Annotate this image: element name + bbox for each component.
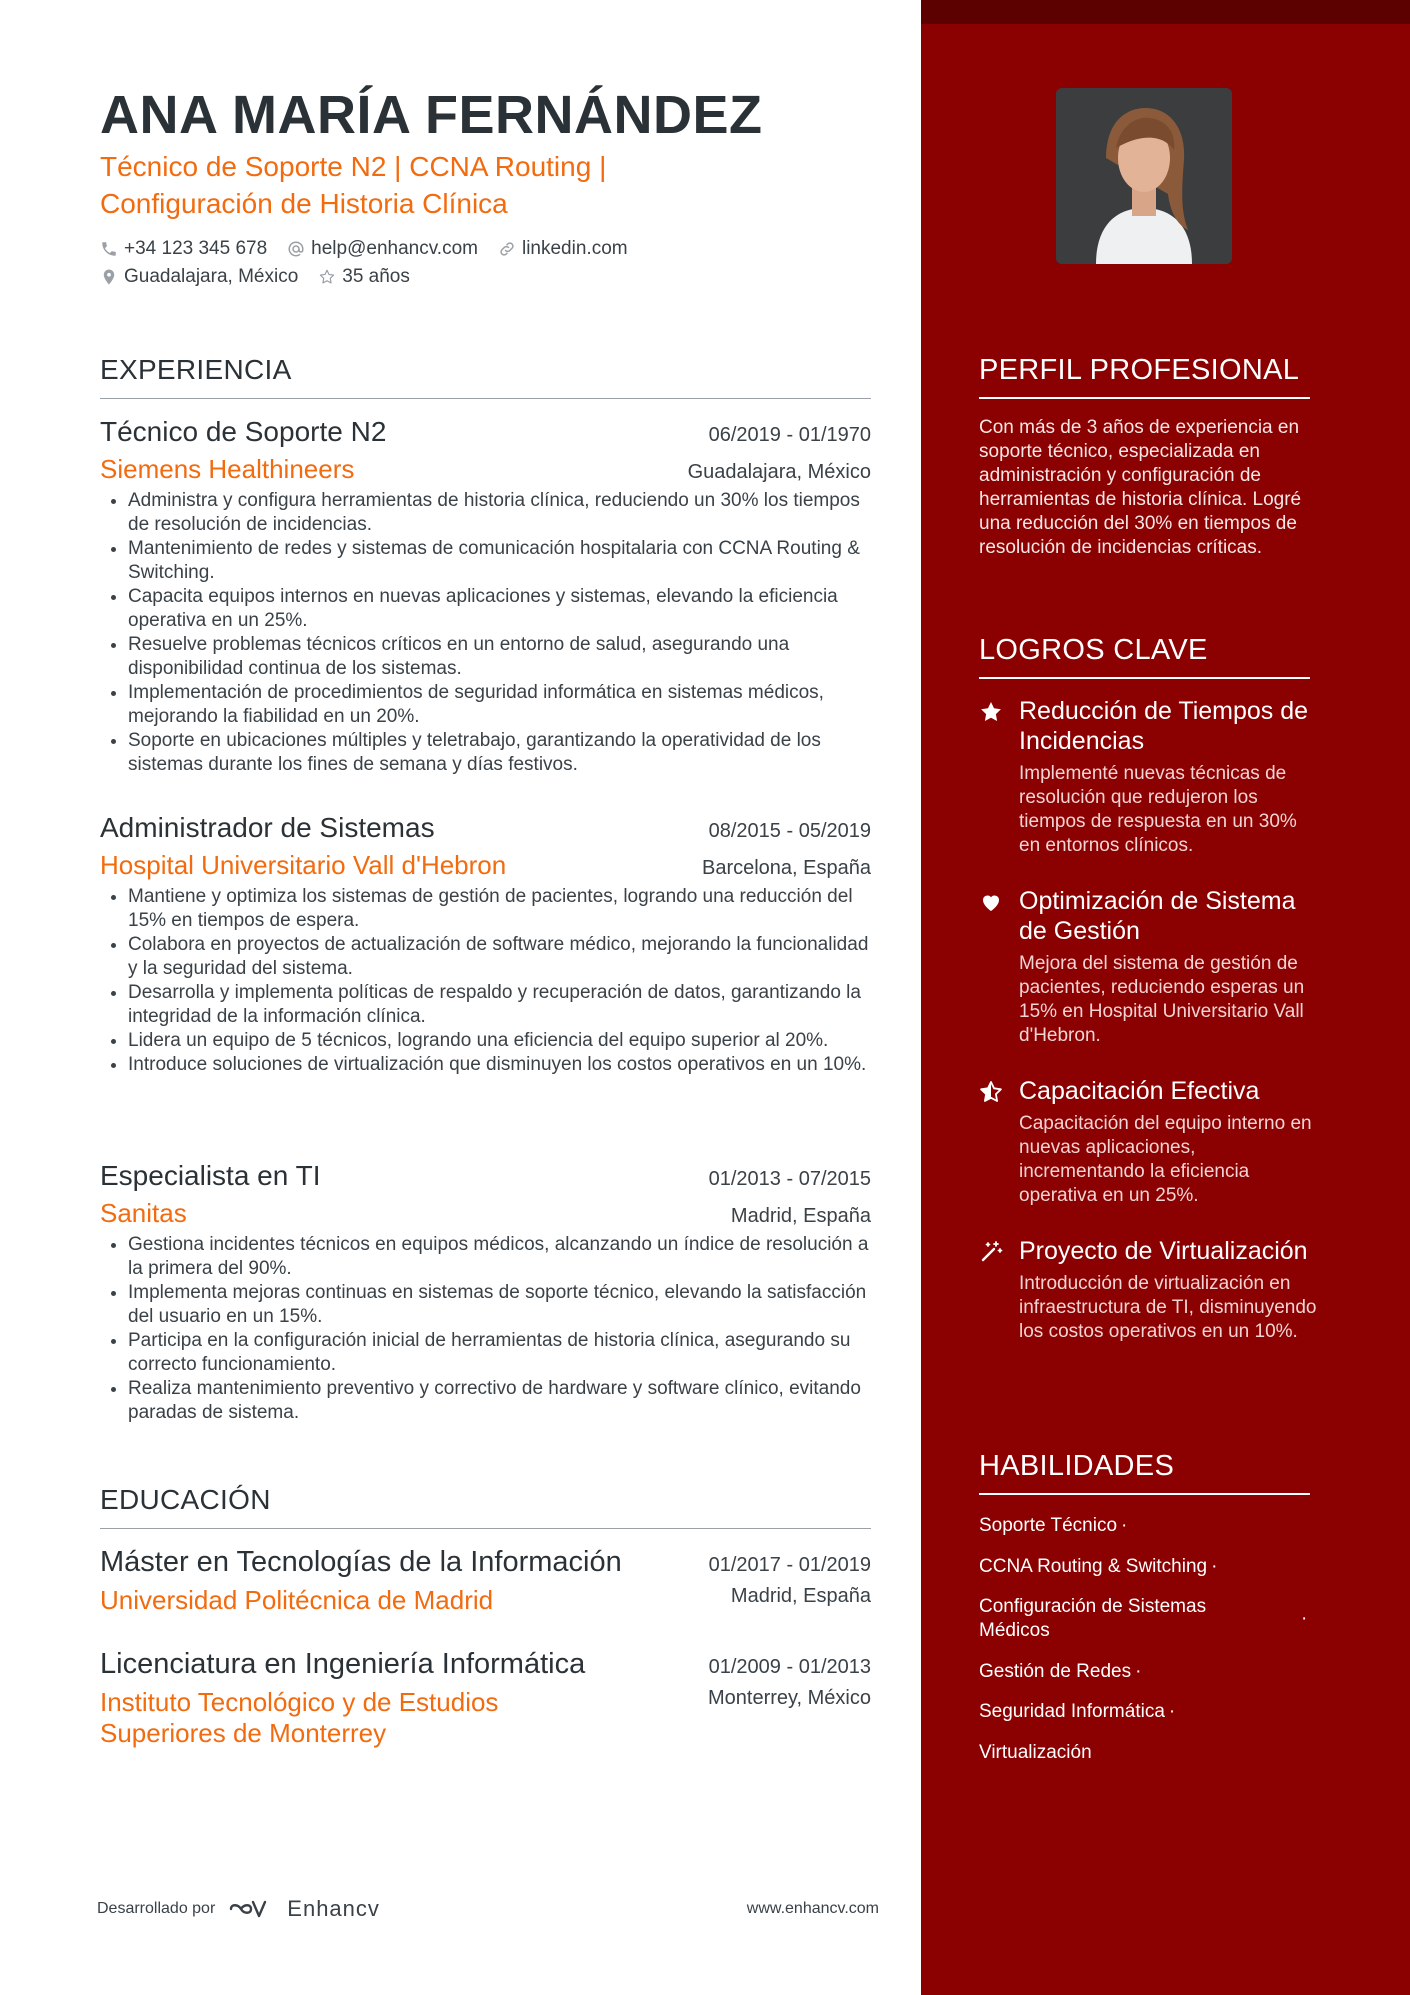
job-bullets: [100, 489, 871, 777]
bullet-item: • Introduce soluciones de virtualización que disminuyen los costos operativos en un 10%.: [128, 1053, 871, 1077]
skill-separator: ·: [1168, 1701, 1176, 1722]
magic-wand-icon: [979, 1240, 1003, 1264]
sidebar: [921, 0, 1410, 1995]
powered-by-text: Desarrollado por: [97, 1900, 216, 1917]
achievement-title: Proyecto de Virtualización: [1019, 1237, 1308, 1265]
sidebar-top-band: [921, 0, 1410, 24]
skill-label: Seguridad Informática: [979, 1701, 1165, 1722]
bullet-item: • Gestiona incidentes técnicos en equipos médicos, alcanzando un índice de resolución a la primera del 90%.: [128, 1233, 871, 1281]
achievement-item: [979, 1076, 1319, 1208]
job-role: Especialista en TI: [100, 1160, 321, 1191]
skill-label: CCNA Routing & Switching: [979, 1556, 1208, 1577]
skill-separator: ·: [1211, 1556, 1218, 1577]
achievements-section-title: LOGROS CLAVE: [979, 634, 1310, 679]
skills-section-title: HABILIDADES: [979, 1450, 1310, 1495]
bullet-item: • Colabora en proyectos de actualización de software médico, mejorando la funcionalidad y la seguridad del sistema.: [128, 933, 871, 981]
bullet-item: • Lidera un equipo de 5 técnicos, logrando una eficiencia del equipo superior al 20%.: [128, 1029, 871, 1053]
degree-title: Máster en Tecnologías de la Información: [100, 1546, 622, 1578]
school-name: [100, 1687, 498, 1749]
age-text: 35 años: [342, 266, 410, 287]
avatar: [1056, 88, 1232, 264]
star-outline-icon: [318, 268, 336, 286]
bullet-item: • Mantiene y optimiza los sistemas de gestión de pacientes, logrando una reducción del 15% en tiempos de espera.: [128, 885, 871, 933]
job-location: Guadalajara, México: [687, 461, 871, 483]
job-entry: [100, 416, 871, 777]
job-role: Técnico de Soporte N2: [100, 416, 387, 447]
bullet-item: • Realiza mantenimiento preventivo y correctivo de hardware y software clínico, evitando paradas de sistema.: [128, 1377, 871, 1425]
job-entry: [100, 812, 871, 1077]
email[interactable]: [287, 238, 478, 260]
skill-item: [979, 1700, 1319, 1724]
star-icon: [979, 700, 1003, 724]
degree-dates: 01/2009 - 01/2013: [708, 1656, 871, 1678]
contact-row-2: [100, 266, 410, 288]
degree-dates: 01/2017 - 01/2019: [708, 1554, 871, 1576]
contact-row-1: [100, 238, 628, 260]
degree-title: Licenciatura en Ingeniería Informática: [100, 1648, 586, 1680]
bullet-item: • Administra y configura herramientas de historia clínica, reduciendo un 30% los tiempos de resolución de incidencias.: [128, 489, 871, 537]
skill-item: [979, 1595, 1319, 1643]
school-name-line-1: Instituto Tecnológico y de Estudios: [100, 1687, 499, 1717]
education-section-title: EDUCACIÓN: [100, 1484, 871, 1529]
job-dates: 06/2019 - 01/1970: [708, 424, 871, 446]
headline-line-2: Configuración de Historia Clínica: [100, 188, 508, 219]
enhancv-logo-icon: [227, 1897, 275, 1921]
job-bullets: [100, 1233, 871, 1425]
phone-text: +34 123 345 678: [124, 238, 268, 259]
headline: [100, 148, 720, 222]
skill-item: [979, 1555, 1319, 1579]
achievement-description: Capacitación del equipo interno en nuevas aplicaciones, incrementando la eficiencia operativa en un 25%.: [1019, 1113, 1312, 1206]
profile-summary: Con más de 3 años de experiencia en soporte técnico, especializada en administración y configuración de herramientas de historia clínica. Logré una reducción del 30% en tiempos de resolución de incidencias críticas.: [979, 417, 1302, 558]
achievement-title: Capacitación Efectiva: [1019, 1077, 1260, 1105]
phone-icon: [100, 240, 118, 258]
achievement-item: [979, 1236, 1319, 1344]
job-location: Barcelona, España: [701, 857, 871, 879]
job-bullets: [100, 885, 871, 1077]
phone[interactable]: [100, 238, 267, 260]
bullet-item: • Capacita equipos internos en nuevas aplicaciones y sistemas, elevando la eficiencia operativa en un 25%.: [128, 585, 871, 633]
school-name: Universidad Politécnica de Madrid: [100, 1585, 494, 1615]
school-location: Monterrey, México: [707, 1687, 871, 1709]
education-entry: [100, 1648, 871, 1749]
education-entry: [100, 1546, 871, 1616]
job-entry: [100, 1160, 871, 1425]
achievement-description: Introducción de virtualización en infraestructura de TI, disminuyendo los costos operativos en un 10%.: [1019, 1273, 1317, 1342]
bullet-item: • Mantenimiento de redes y sistemas de comunicación hospitalaria con CCNA Routing & Switching.: [128, 537, 871, 585]
linkedin[interactable]: [498, 238, 628, 260]
candidate-name: ANA MARÍA FERNÁNDEZ: [100, 85, 763, 145]
skill-item: [979, 1514, 1319, 1538]
footer-url[interactable]: www.enhancv.com: [746, 1900, 879, 1917]
skill-separator: ·: [1121, 1515, 1128, 1536]
bullet-item: • Resuelve problemas técnicos críticos en un entorno de salud, asegurando una disponibilidad continua de los sistemas.: [128, 633, 871, 681]
job-role: Administrador de Sistemas: [100, 812, 435, 843]
school-name-line-2: Superiores de Monterrey: [100, 1718, 387, 1748]
age: [318, 266, 410, 288]
bullet-item: • Implementación de procedimientos de seguridad informática en sistemas médicos, mejorando la fiabilidad en un 20%.: [128, 681, 871, 729]
profile-photo: [1056, 88, 1232, 264]
job-company: Siemens Healthineers: [100, 454, 355, 484]
achievement-item: [979, 886, 1319, 1048]
location-pin-icon: [100, 268, 118, 286]
brand-name: Enhancv: [287, 1896, 380, 1921]
at-icon: [287, 240, 305, 258]
skill-label: Configuración de Sistemas Médicos: [979, 1596, 1207, 1641]
job-dates: 01/2013 - 07/2015: [708, 1168, 871, 1190]
bullet-item: • Implementa mejoras continuas en sistemas de soporte técnico, elevando la satisfacción del usuario en un 15%.: [128, 1281, 871, 1329]
achievement-description: Mejora del sistema de gestión de pacientes, reduciendo esperas un 15% en Hospital Universitario Vall d'Hebron.: [1019, 953, 1305, 1046]
skill-label: Virtualización: [979, 1742, 1092, 1763]
bullet-item: • Desarrolla y implementa políticas de respaldo y recuperación de datos, garantizando la integridad de la información clínica.: [128, 981, 871, 1029]
skill-separator: ·: [1135, 1661, 1142, 1682]
footer: [97, 1896, 879, 1922]
skill-label: Gestión de Redes: [979, 1661, 1132, 1682]
location: [100, 266, 298, 288]
half-star-icon: [979, 1080, 1003, 1104]
job-dates: 08/2015 - 05/2019: [708, 820, 871, 842]
school-location: Madrid, España: [730, 1585, 871, 1607]
bullet-item: • Participa en la configuración inicial de herramientas de historia clínica, asegurando su correcto funcionamiento.: [128, 1329, 871, 1377]
job-company: Sanitas: [100, 1198, 187, 1228]
job-location: Madrid, España: [730, 1205, 871, 1227]
profile-section-title: PERFIL PROFESIONAL: [979, 354, 1310, 399]
skill-item: [979, 1660, 1319, 1684]
bullet-item: • Soporte en ubicaciones múltiples y teletrabajo, garantizando la operatividad de los sistemas durante los fines de semana y días festivos.: [128, 729, 871, 777]
skill-label: Soporte Técnico: [979, 1515, 1118, 1536]
experience-section-title: EXPERIENCIA: [100, 354, 871, 399]
headline-line-1: Técnico de Soporte N2 | CCNA Routing |: [100, 151, 607, 182]
achievement-item: [979, 696, 1319, 858]
heart-icon: [979, 890, 1003, 914]
skill-item: [979, 1741, 1319, 1765]
email-text: help@enhancv.com: [311, 238, 478, 259]
linkedin-text: linkedin.com: [521, 238, 628, 259]
job-company: Hospital Universitario Vall d'Hebron: [100, 850, 507, 880]
link-icon: [498, 240, 516, 258]
achievement-title: Reducción de Tiempos de Incidencias: [1019, 697, 1309, 755]
location-text: Guadalajara, México: [124, 266, 299, 287]
achievement-title: Optimización de Sistema de Gestión: [1019, 887, 1296, 945]
achievement-description: Implementé nuevas técnicas de resolución que redujeron los tiempos de respuesta en un 30% en entornos clínicos.: [1019, 763, 1297, 856]
skill-separator: ·: [1301, 1608, 1308, 1629]
